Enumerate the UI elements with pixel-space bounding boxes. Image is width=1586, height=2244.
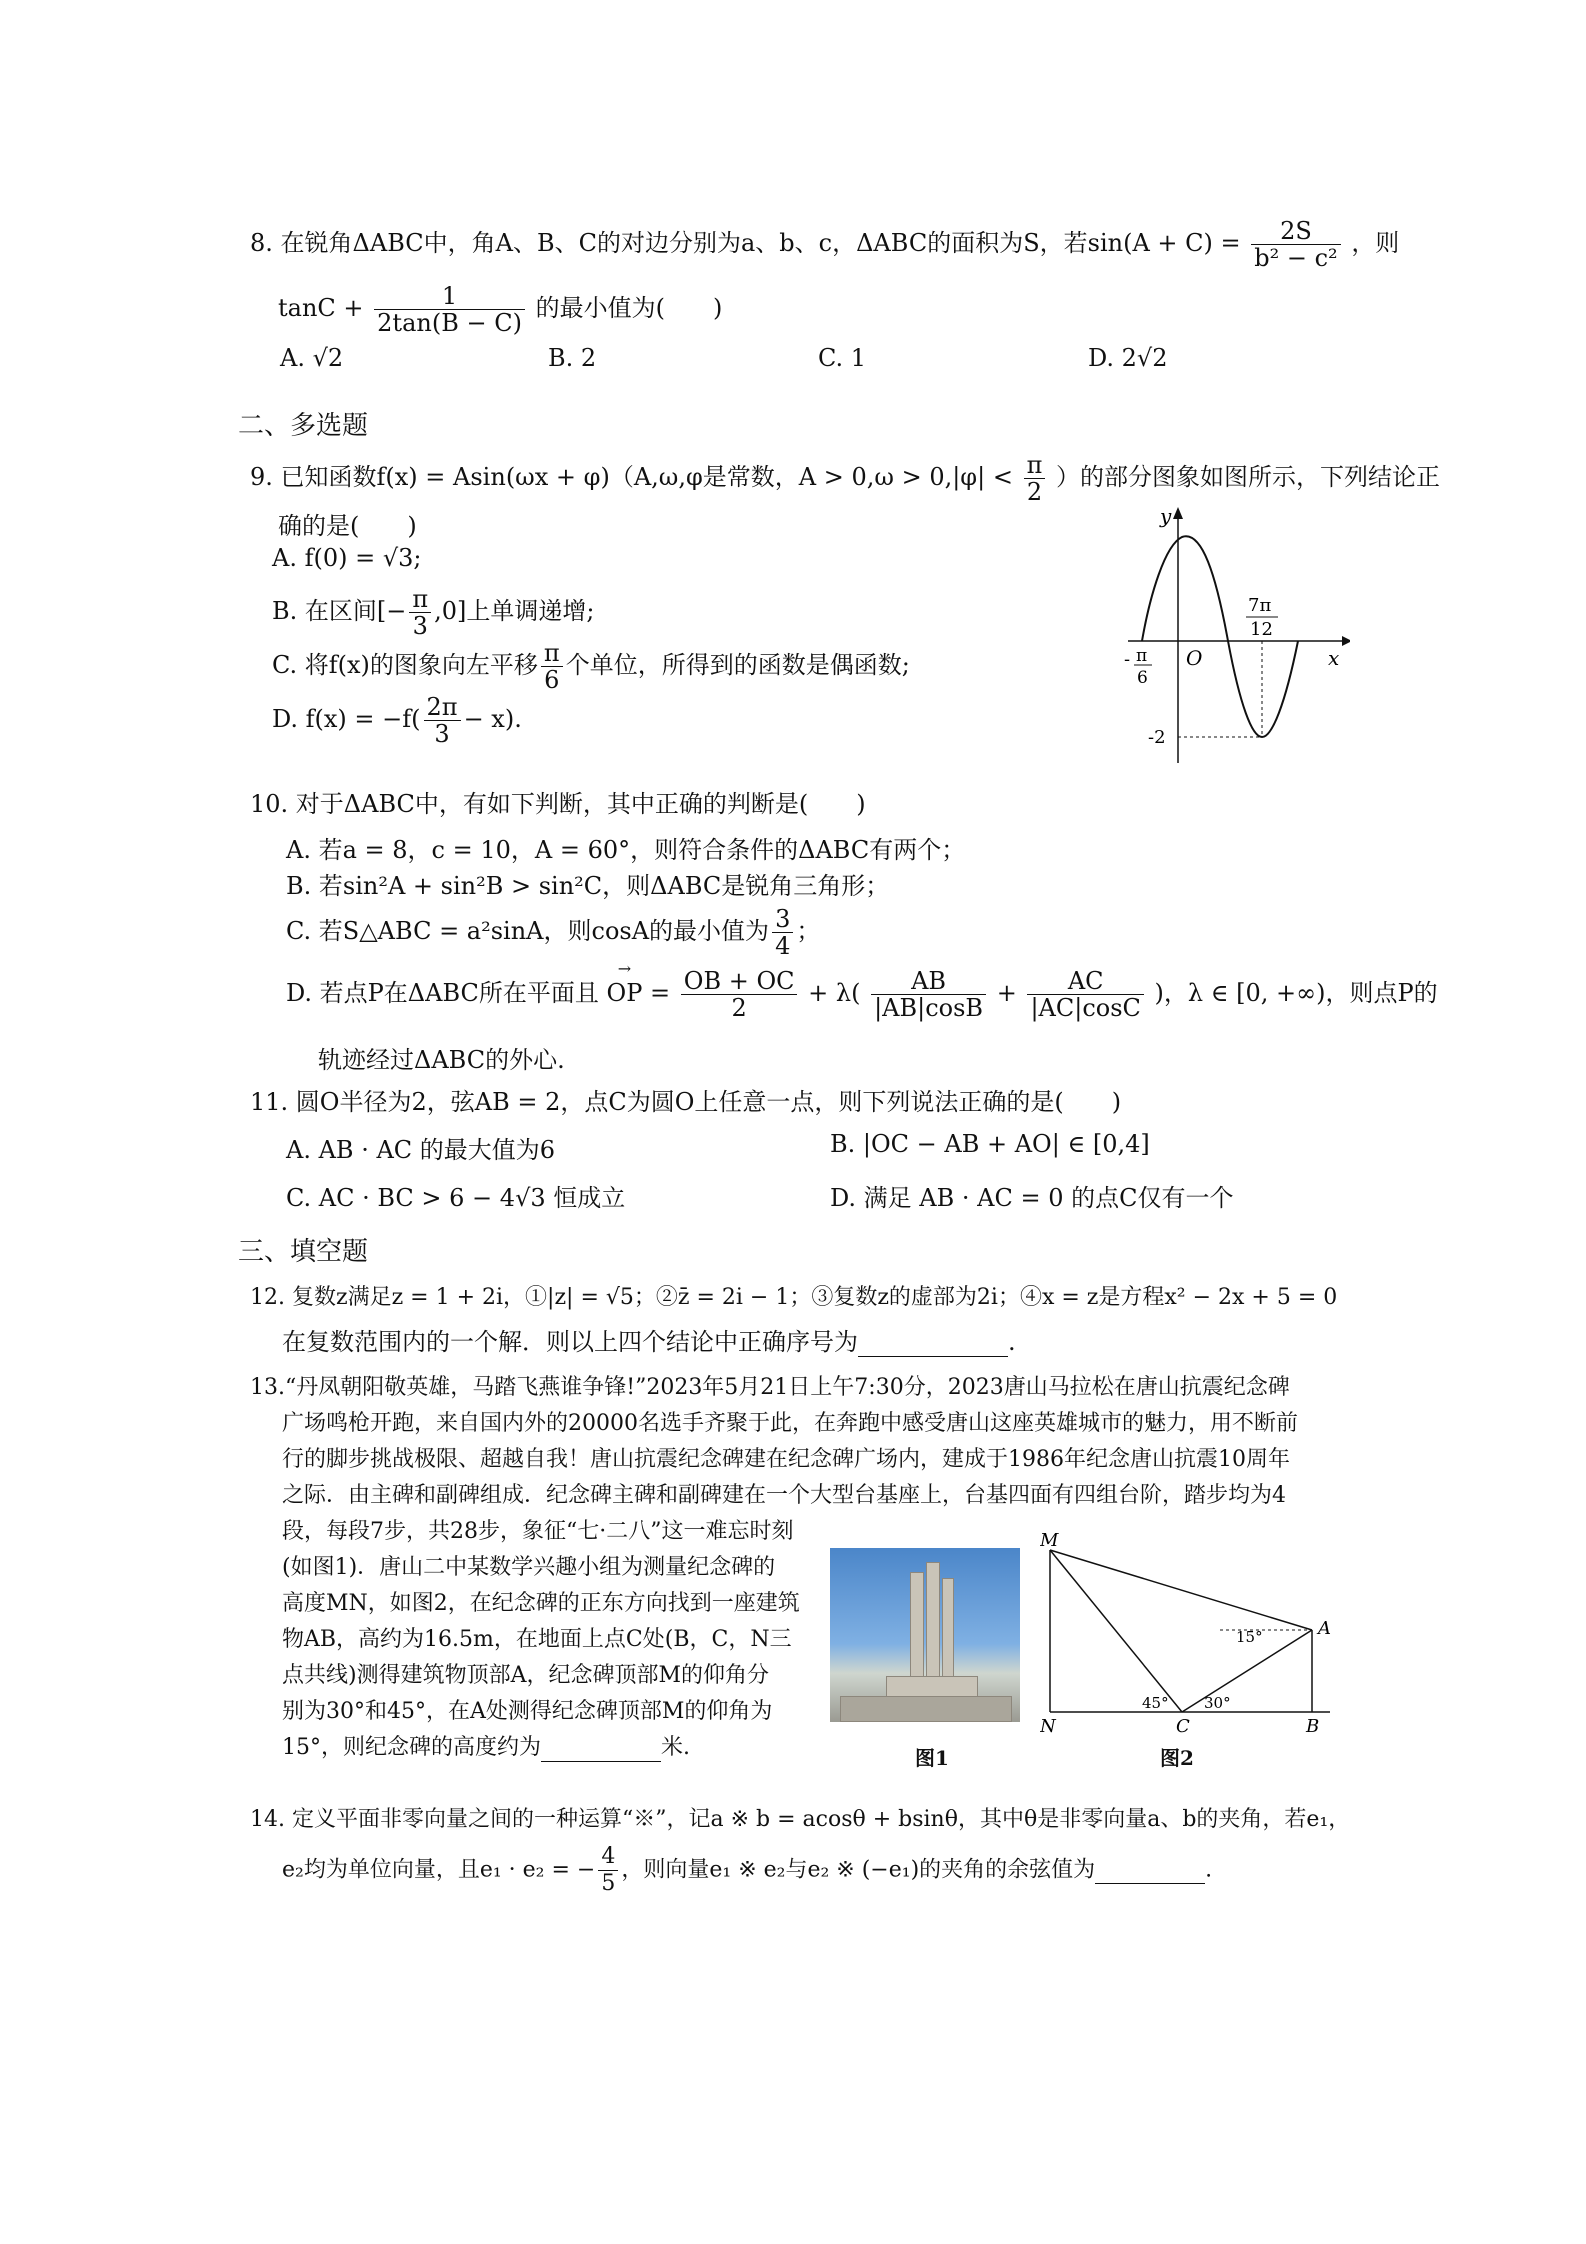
svg-text:A: A — [1318, 1618, 1331, 1639]
fraction: $\frac{4}{5}$ — [598, 1844, 618, 1897]
svg-text:N: N — [1040, 1716, 1056, 1737]
q9-option-d: D. f(x) = −f( $\frac{2\pi}{3}$ − x). — [272, 693, 522, 748]
fraction: $\frac{2S}{\text{b² − c²}}$ — [1251, 218, 1340, 271]
question-14: 14. 定义平面非零向量之间的一种运算“※”，记a ※ b = acosθ + bsinθ，其中θ是非零向量a、b的夹角，若e₁， — [250, 1807, 1351, 1832]
fraction: $\frac{1}{2\tan(B - C)}$ — [374, 283, 525, 336]
fraction: $\frac{3}{4}$ — [772, 906, 793, 959]
svg-text:-2: -2 — [1148, 727, 1166, 748]
q9-option-a: A. f(0) = √3; — [272, 544, 422, 572]
sine-graph — [1120, 505, 1350, 770]
question-14-line-2: e₂均为单位向量，且e₁ · e₂ = − $\frac{4}{5}$ ，则向量e₁ ※ e₂与e₂ ※ (−e₁)的夹角的余弦值为 . — [282, 1844, 1213, 1896]
monument-pillar — [942, 1578, 954, 1686]
q10-option-b: B. 若sin²A + sin²B > sin²C，则ΔABC是锐角三角形； — [286, 872, 890, 900]
x-axis-arrow — [1342, 636, 1350, 646]
svg-text:7π: 7π — [1248, 595, 1272, 616]
question-11: 11. 圆O半径为2，弦AB = 2，点C为圆O上任意一点，则下列说法正确的是( ) — [250, 1088, 1122, 1116]
monument-diagram — [1040, 1530, 1340, 1740]
figure-1-caption: 图1 — [915, 1746, 949, 1770]
svg-text:B: B — [1306, 1716, 1320, 1737]
svg-text:π: π — [1136, 646, 1148, 666]
q8-option-b: B. 2 — [548, 344, 597, 372]
section-heading: 三、填空题 — [238, 1237, 369, 1267]
fraction: $\frac{AC}{|AC|\cos C}$ — [1027, 968, 1143, 1021]
answer-blank[interactable] — [858, 1330, 1008, 1357]
monument-pillar — [910, 1572, 924, 1686]
q10-option-d: D. 若点P在ΔABC所在平面且 → OP = $\frac{OB + OC}{2}$ + λ( $\frac{AB}{|AB|\cos B}$ + $\frac{AC}{|AC|\cos C}$ )，λ ∈ [0, +∞)，则点P的 — [286, 968, 1438, 1021]
question-10: 10. 对于ΔABC中，有如下判断，其中正确的判断是( ) — [250, 790, 866, 818]
fraction: $\frac{AB}{|AB|\cos B}$ — [871, 968, 986, 1021]
q11-option-d: D. 满足 AB · AC = 0 的点C仅有一个 — [830, 1184, 1234, 1212]
svg-text:12: 12 — [1250, 619, 1273, 640]
fraction: $\frac{\pi}{6}$ — [541, 640, 563, 693]
monument-photo — [830, 1548, 1020, 1722]
q8-option-a: A. √2 — [280, 344, 344, 372]
q8-option-c: C. 1 — [818, 344, 867, 372]
svg-text:6: 6 — [1137, 668, 1148, 688]
q10-option-a: A. 若a = 8，c = 10，A = 60°，则符合条件的ΔABC有两个； — [286, 836, 966, 864]
question-12: 12. 复数z满足z = 1 + 2i，①|z| = √5；②z̄ = 2i − 1；③复数z的虚部为2i；④x = z是方程x² − 2x + 5 = 0 — [250, 1285, 1338, 1310]
q10-option-d-line-2: 轨迹经过ΔABC的外心. — [318, 1046, 565, 1074]
answer-blank[interactable] — [541, 1735, 661, 1762]
q11-option-b: B. |OC − AB + AO| ∈ [0,4] — [830, 1130, 1150, 1158]
monument-pillar — [926, 1562, 940, 1686]
sine-curve — [1142, 536, 1298, 737]
q11-option-c: C. AC · BC > 6 − 4√3 恒成立 — [286, 1184, 626, 1212]
segment-ma — [1050, 1550, 1312, 1630]
y-label: y — [1160, 505, 1172, 528]
svg-text:45°: 45° — [1142, 1694, 1169, 1712]
question-13: 13.“丹凤朝阳敬英雄，马踏飞燕谁争锋!”2023年5月21日上午7:30分，2023唐山马拉松在唐山抗震纪念碑 广场鸣枪开跑，来自国内外的20000名选手齐聚于此，在奔跑中感受唐山这座英雄城市的魅力，用不断前 行的脚步挑战极限、超越自我！唐山抗震纪念碑建在纪念碑广场内，建成于1986年纪念唐山抗震10周年 之际．由主碑和副碑组成．纪念碑主碑和副碑建在一个大型台基座上，台基四面有四组台阶，踏步均为4 段，每段7步，共28步，象征“七·二八”这一难忘时刻 (如图1)．唐山二中某数学兴趣小组为测量纪念碑的 高度MN，如图2，在纪念碑的正东方向找到一座建筑 物AB，高约为16.5m，在地面上点C处(B，C，N三 点共线)测得建筑物顶部A，纪念碑顶部M的仰角分 别为30°和45°，在A处测得纪念碑顶部M的仰角为 15°，则纪念碑的高度约为 米. — [250, 1375, 1298, 1760]
question-9: 9. 已知函数f(x) = Asin(ωx + φ)（A,ω,φ是常数，A > 0,ω > 0,|φ| < $\frac{\pi}{2}$ ）的部分图象如图所示，下列结论正 确的是( ) — [250, 451, 1440, 540]
monument-steps — [840, 1696, 1012, 1722]
svg-text:C: C — [1176, 1716, 1190, 1737]
svg-text:-: - — [1124, 649, 1131, 670]
q11-option-a: A. AB · AC 的最大值为6 — [286, 1136, 556, 1164]
q9-option-b: B. 在区间[− $\frac{\pi}{3}$ ,0]上单调递增; — [272, 585, 595, 640]
q9-option-c: C. 将f(x)的图象向左平移 $\frac{\pi}{6}$ 个单位，所得到的函数是偶函数; — [272, 639, 910, 694]
answer-blank[interactable] — [1095, 1857, 1205, 1884]
section-heading: 二、多选题 — [238, 411, 369, 441]
origin-label: O — [1186, 646, 1203, 670]
svg-text:M: M — [1040, 1530, 1059, 1551]
q8-option-d: D. 2√2 — [1088, 344, 1168, 372]
fraction: $\frac{\pi}{3}$ — [409, 586, 431, 639]
question-12-line-2: 在复数范围内的一个解．则以上四个结论中正确序号为 . — [282, 1328, 1016, 1356]
segment-mc — [1050, 1550, 1182, 1712]
fraction: $\frac{2\pi}{3}$ — [424, 694, 461, 747]
question-8 — [250, 217, 1400, 337]
q8-line-1: 8. 在锐角ΔABC中，角A、B、C的对边分别为a、b、c，ΔABC的面积为S，若sin(A + C) = $\frac{2S}{\text{b² − c²}}$ ，则 — [250, 217, 1400, 272]
q8-line-2: tanC + $\frac{1}{2\tan(B - C)}$ 的最小值为( ) — [278, 282, 723, 337]
x-label: x — [1328, 646, 1340, 670]
fraction: $\frac{OB + OC}{2}$ — [681, 968, 798, 1021]
figure-2-caption: 图2 — [1160, 1746, 1194, 1770]
svg-text:30°: 30° — [1204, 1694, 1231, 1712]
q10-option-c: C. 若S△ABC = a²sinA，则cosA的最小值为 $\frac{3}{4}$ ； — [286, 905, 821, 960]
fraction: $\frac{\pi}{2}$ — [1024, 452, 1046, 505]
y-axis-arrow — [1173, 507, 1183, 519]
svg-text:15°: 15° — [1236, 1628, 1263, 1646]
